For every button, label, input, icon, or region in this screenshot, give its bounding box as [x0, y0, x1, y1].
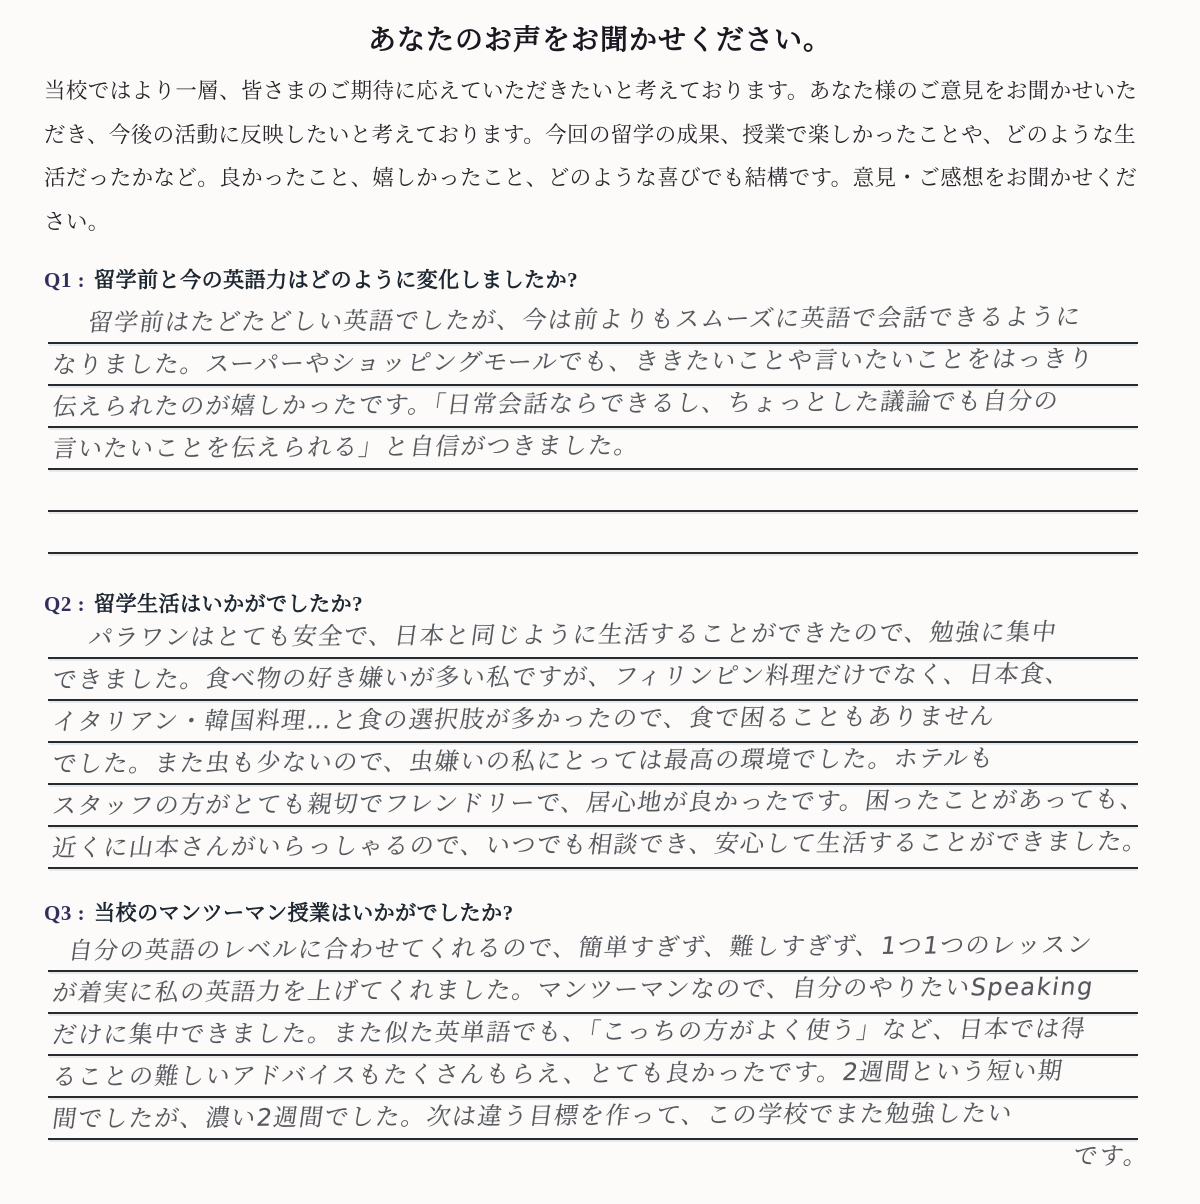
question-1-heading: [44, 264, 1164, 294]
handwritten-text: 間でしたが、濃い2週間でした。次は違う目標を作って、この学校でまた勉強したい: [50, 1099, 1016, 1133]
answer-line: [48, 972, 1138, 1014]
question-2-answer-area: [48, 617, 1151, 869]
answer-line: [48, 743, 1138, 785]
intro-line: 活だったかなど。良かったこと、嬉しかったこと、どのような喜びでも結構です。意見・ご感想をお聞かせくだ: [44, 166, 1138, 190]
intro-line: さい。: [44, 209, 110, 234]
handwritten-text: イタリアン・韓国料理…と食の選択肢が多かったので、食で困ることもありません: [50, 702, 998, 736]
handwritten-text: 言いたいことを伝えられる」と自信がつきました。: [50, 431, 642, 463]
answer-line-empty: [48, 470, 1138, 512]
intro-line: だき、今後の活動に反映したいと考えております。今回の留学の成果、授業で楽しかったことや、どのような生: [44, 122, 1136, 147]
handwritten-text: [48, 548, 51, 552]
handwritten-text: なりました。スーパーやショッピングモールでも、ききたいことや言いたいことをはっきり: [50, 344, 1097, 379]
intro-paragraph: [44, 70, 1162, 244]
question-3-label: Q3 :: [44, 901, 86, 925]
handwritten-text: が着実に私の英語力を上げてくれました。マンツーマンなので、自分のやりたいSpeaking: [50, 972, 1096, 1007]
question-1-label: Q1 :: [44, 268, 86, 292]
question-3-heading: [44, 897, 1164, 927]
intro-line: 当校ではより一層、皆さまのご期待に応えていただきたいと考えております。あなた様のご意見をお聞かせいた: [44, 79, 1138, 103]
answer-line: [48, 344, 1138, 386]
handwritten-text: できました。食べ物の好き嫌いが多い私ですが、フィリンピン料理だけでなく、日本食、: [50, 659, 1073, 694]
page-title: あなたのお声をお聞かせください。: [367, 25, 832, 56]
question-1-answer-area: [48, 302, 1138, 554]
handwritten-text: 近くに山本さんがいらっしゃるので、いつでも相談でき、安心して生活することができました。: [50, 827, 1151, 862]
answer-line: [48, 827, 1151, 869]
answer-line: [48, 386, 1138, 428]
answer-line: [48, 930, 1138, 972]
answer-line: [48, 428, 1138, 470]
answer-line: [48, 785, 1148, 827]
question-2-label: Q2 :: [44, 592, 86, 616]
question-1-text: 留学前と今の英語力はどのように変化しましたか?: [94, 268, 579, 292]
answer-line: [48, 701, 1138, 743]
answer-line: [48, 1056, 1138, 1098]
handwritten-text: でした。また虫も少ないので、虫嫌いの私にとっては最高の環境でした。ホテルも: [50, 744, 997, 778]
answer-line: [48, 659, 1138, 701]
handwritten-text: 伝えられたのが嬉しかったです。「日常会話ならできるし、ちょっとした議論でも自分の: [50, 386, 1062, 421]
question-2-heading: [44, 588, 1164, 618]
handwritten-text: だけに集中できました。また似た英単語でも、「こっちの方がよく使う」など、日本では得: [50, 1014, 1089, 1049]
answer-overflow-text: です。: [1071, 1142, 1152, 1170]
answer-line: [48, 617, 1138, 659]
answer-line: [48, 1014, 1138, 1056]
question-3-text: 当校のマンツーマン授業はいかがでしたか?: [94, 901, 514, 925]
handwritten-text: 自分の英語のレベルに合わせてくれるので、簡単すぎず、難しすぎず、1つ1つのレッスン: [66, 930, 1095, 965]
question-3-answer-area: [48, 930, 1138, 1140]
handwritten-text: [48, 506, 51, 510]
handwritten-text: スタッフの方がとても親切でフレンドリーで、居心地が良かったです。困ったことがあっても、: [50, 785, 1148, 820]
handwritten-text: 留学前はたどたどしい英語でしたが、今は前よりもスムーズに英語で会話できるように: [86, 302, 1084, 337]
handwritten-text: ることの難しいアドバイスもたくさんもらえ、とても良かったです。2週間という短い期: [50, 1056, 1066, 1091]
answer-line: [48, 302, 1138, 344]
question-2-text: 留学生活はいかがでしたか?: [94, 592, 364, 616]
handwritten-text: パラワンはとても安全で、日本と同じように生活することができたので、勉強に集中: [86, 617, 1060, 652]
answer-line-empty: [48, 512, 1138, 554]
answer-line: [48, 1098, 1138, 1140]
